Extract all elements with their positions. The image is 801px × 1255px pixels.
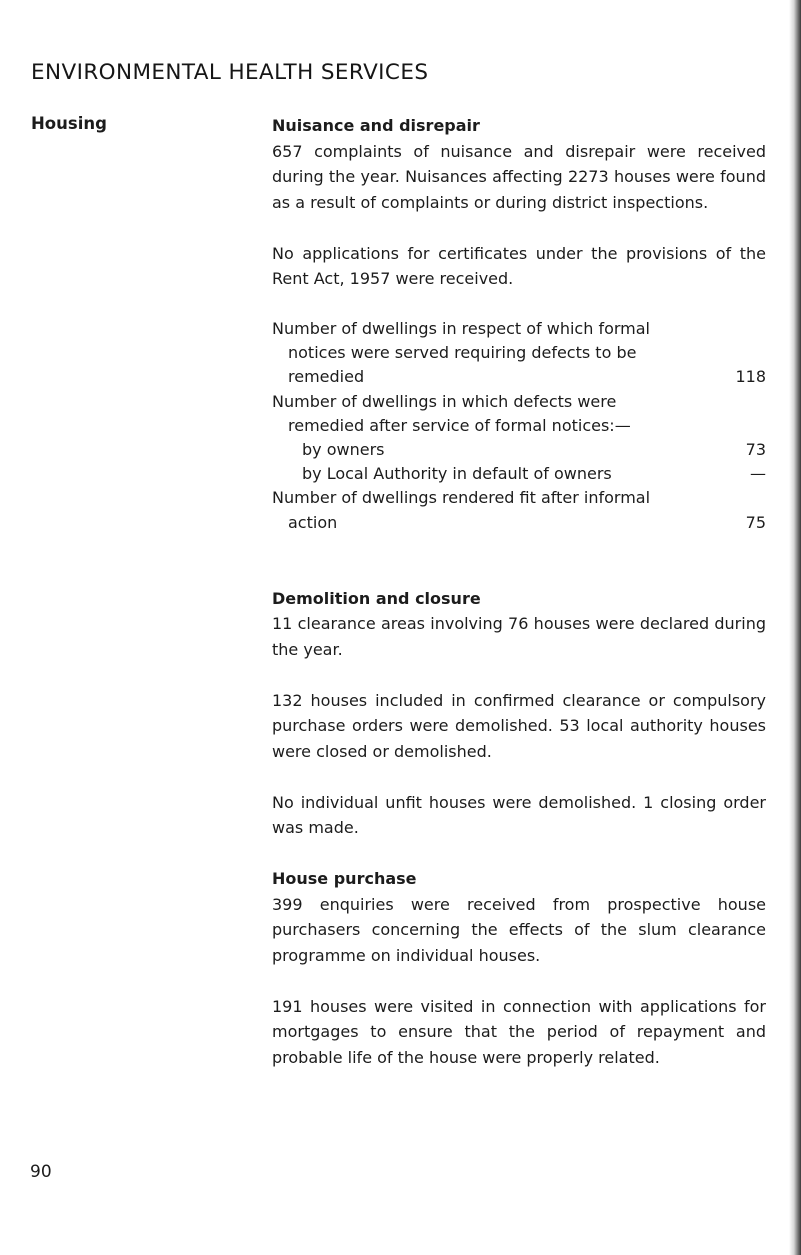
stat-row-by-owners	[272, 438, 766, 462]
spacer	[272, 662, 766, 688]
stat-label: remedied	[288, 367, 365, 387]
stat-value-informal-action: 75	[745, 512, 766, 532]
demolition-paragraph-2: 132 houses included in confirmed clearance or compulsory purchase orders were demolished. 53 local authority houses were closed or demolished.	[272, 690, 766, 761]
spacer	[272, 764, 766, 790]
stat-line	[272, 390, 766, 414]
spacer	[272, 841, 766, 867]
stat-row-informal-action	[272, 511, 766, 535]
stat-label: Number of dwellings rendered fit after informal	[272, 488, 651, 508]
spacer	[272, 292, 766, 318]
section-title-nuisance: Nuisance and disrepair	[272, 116, 480, 135]
stat-line	[272, 486, 766, 510]
stat-row-formal-notices	[272, 365, 766, 389]
page-number: 90	[30, 1162, 52, 1182]
purchase-paragraph-2: 191 houses were visited in connection with applications for mortgages to ensure that the period of repayment and probable life of the house were properly related.	[272, 996, 766, 1067]
stat-label: Number of dwellings in which defects were	[272, 391, 617, 411]
stat-line	[272, 317, 766, 341]
section-label-housing: Housing	[31, 114, 107, 133]
stat-label: notices were served requiring defects to be	[288, 343, 637, 363]
main-content	[272, 113, 766, 1070]
spacer	[272, 535, 766, 561]
spacer	[272, 968, 766, 994]
stat-value-local-authority: —	[750, 464, 766, 484]
stat-label: by owners	[302, 440, 385, 460]
stat-label: Number of dwellings in respect of which formal	[272, 319, 650, 338]
stat-value-formal-notices: 118	[735, 367, 766, 387]
nuisance-paragraph-2: No applications for certificates under the provisions of the Rent Act, 1957 were received.	[272, 243, 766, 288]
page-edge-shadow	[789, 0, 801, 1255]
spacer	[272, 215, 766, 241]
demolition-paragraph-1: 11 clearance areas involving 76 houses were declared during the year.	[272, 614, 766, 659]
stat-label: action	[288, 512, 338, 532]
stat-label: remedied after service of formal notices:—	[288, 415, 631, 435]
purchase-paragraph-1: 399 enquiries were received from prospective house purchasers concerning the effects of the slum clearance programme on individual houses.	[272, 894, 766, 965]
stat-value-by-owners: 73	[745, 440, 766, 460]
section-title-house-purchase: House purchase	[272, 869, 417, 889]
page-title: ENVIRONMENTAL HEALTH SERVICES	[31, 60, 429, 85]
stat-line	[272, 414, 766, 438]
stat-line	[272, 341, 766, 365]
dwellings-statistics	[272, 317, 766, 535]
stat-label: by Local Authority in default of owners	[302, 464, 612, 484]
section-title-demolition: Demolition and closure	[272, 588, 481, 608]
stat-row-local-authority	[272, 462, 766, 486]
demolition-paragraph-3: No individual unfit houses were demolished. 1 closing order was made.	[272, 792, 766, 838]
spacer	[272, 560, 766, 586]
nuisance-paragraph-1: 657 complaints of nuisance and disrepair were received during the year. Nuisances affecting 2273 houses were found as a result of complaints or during district inspections.	[272, 141, 766, 212]
